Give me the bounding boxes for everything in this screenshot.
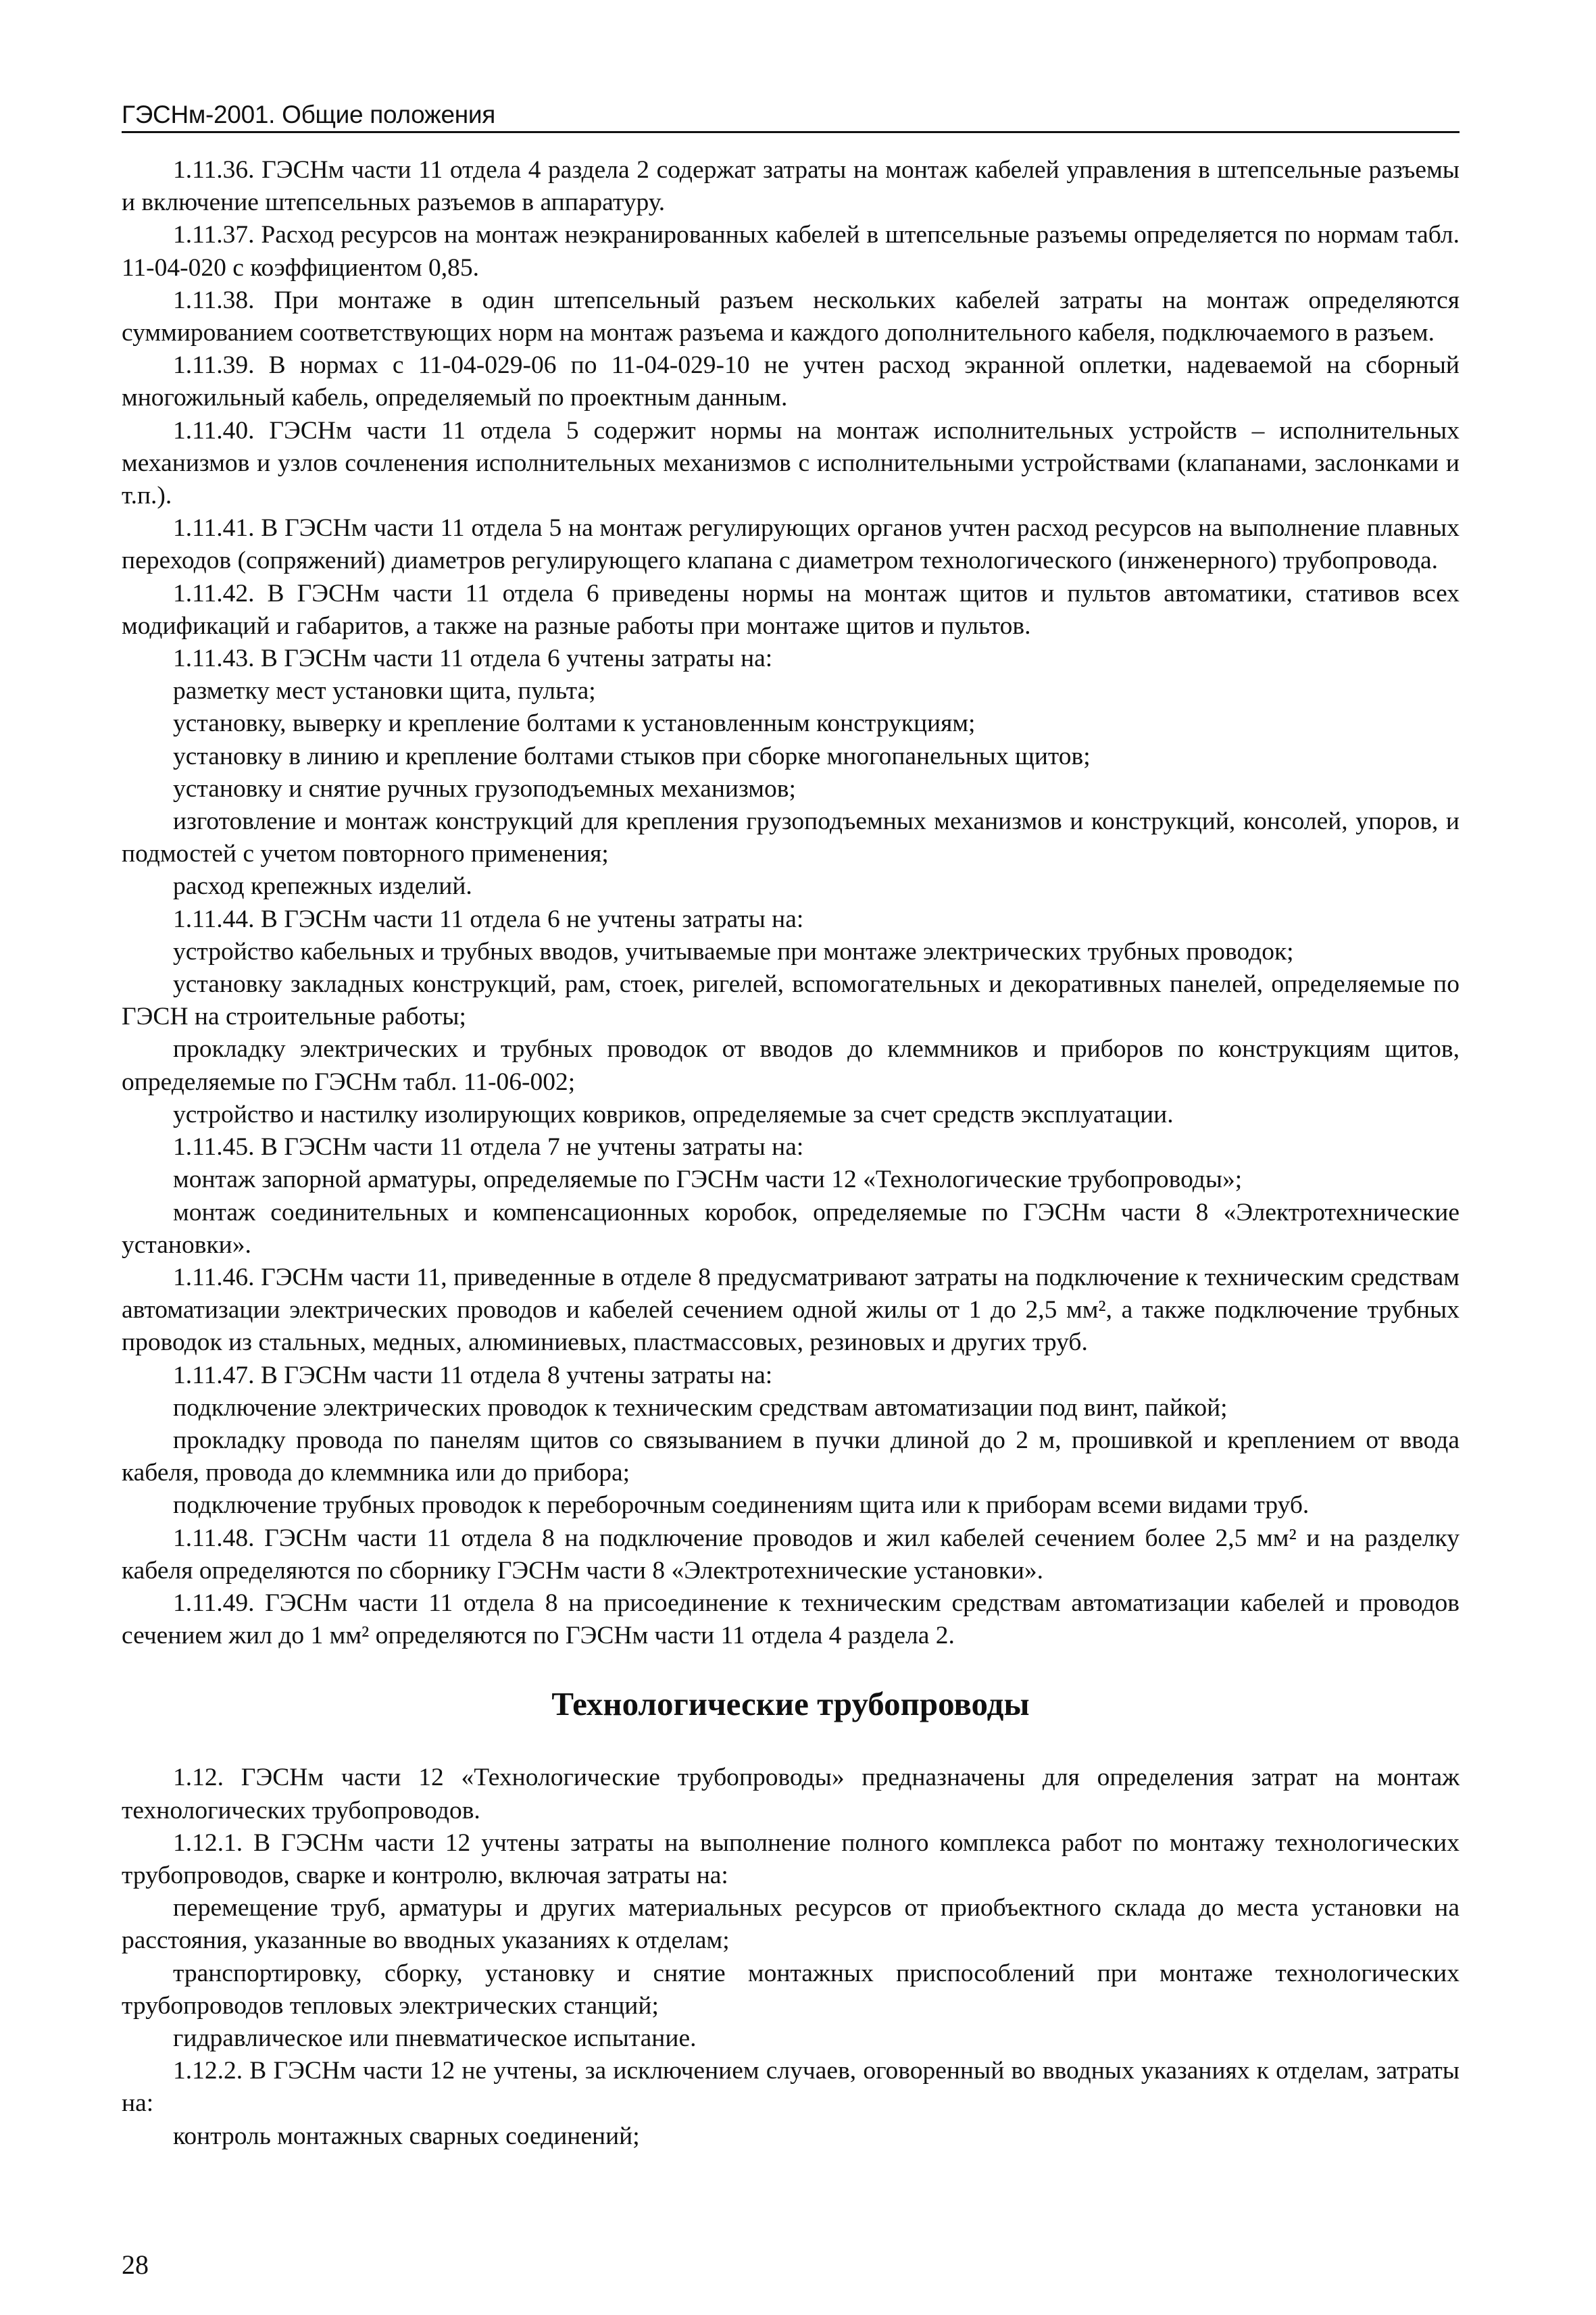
paragraph: 1.11.40. ГЭСНм части 11 отдела 5 содержит нормы на монтаж исполнительных устройств – исполнительных механизмов и узлов сочленения исполнительных механизмов с исполнительными устройствами (клапанами, заслонками и т.п.). bbox=[122, 416, 1460, 510]
paragraph: монтаж соединительных и компенсационных коробок, определяемые по ГЭСНм части 8 «Электротехнические установки». bbox=[122, 1198, 1460, 1259]
paragraph: транспортировку, сборку, установку и снятие монтажных приспособлений при монтаже технологических трубопроводов тепловых электрических станций; bbox=[122, 1959, 1460, 2020]
paragraph: 1.11.39. В нормах с 11-04-029-06 по 11-04-029-10 не учтен расход экранной оплетки, надеваемой на сборный многожильный кабель, определяемый по проектным данным. bbox=[122, 351, 1460, 412]
paragraph: установку в линию и крепление болтами стыков при сборке многопанельных щитов; bbox=[173, 742, 1091, 770]
paragraph: 1.11.49. ГЭСНм части 11 отдела 8 на присоединение к техническим средствам автоматизации кабелей и проводов сечением жил до 1 мм² определяются по ГЭСНм части 11 отдела 4 раздела 2. bbox=[122, 1589, 1460, 1650]
paragraph: 1.11.46. ГЭСНм части 11, приведенные в отделе 8 предусматривают затраты на подключение к техническим средствам автоматизации электрических проводов и кабелей сечением одной жилы от 1 до 2,5 мм², а также подключение трубных проводок из стальных, медных, алюминиевых, пластмассовых, резиновых и других труб. bbox=[122, 1263, 1460, 1357]
paragraph: 1.11.42. В ГЭСНм части 11 отдела 6 приведены нормы на монтаж щитов и пультов автоматики, стативов всех модификаций и габаритов, а также на разные работы при монтаже щитов и пультов. bbox=[122, 579, 1460, 640]
paragraph: подключение трубных проводок к переборочным соединениям щита или к приборам всеми видами труб. bbox=[173, 1491, 1310, 1520]
paragraph: 1.11.41. В ГЭСНм части 11 отдела 5 на монтаж регулирующих органов учтен расход ресурсов на выполнение плавных переходов (сопряжений) диаметров регулирующего клапана с диаметром технологического (инженерного) трубопровода. bbox=[122, 514, 1460, 575]
paragraph: подключение электрических проводок к техническим средствам автоматизации под винт, пайкой; bbox=[173, 1393, 1228, 1422]
paragraph: 1.12. ГЭСНм части 12 «Технологические трубопроводы» предназначены для определения затрат на монтаж технологических трубопроводов. bbox=[122, 1764, 1460, 1824]
paragraph: контроль монтажных сварных соединений; bbox=[173, 2122, 640, 2150]
section-heading: Технологические трубопроводы bbox=[551, 1685, 1030, 1723]
paragraph: 1.11.44. В ГЭСНм части 11 отдела 6 не учтены затраты на: bbox=[173, 905, 804, 933]
header-title: ГЭСНм-2001. Общие положения bbox=[122, 101, 495, 128]
paragraph: 1.11.38. При монтаже в один штепсельный разъем нескольких кабелей затраты на монтаж определяются суммированием соответствующих норм на монтаж разъема и каждого дополнительного кабеля, подключаемого в разъем. bbox=[122, 286, 1460, 347]
paragraph: 1.11.43. В ГЭСНм части 11 отдела 6 учтены затраты на: bbox=[173, 645, 773, 673]
paragraph: 1.11.36. ГЭСНм части 11 отдела 4 раздела 2 содержат затраты на монтаж кабелей управления в штепсельные разъемы и включение штепсельных разъемов в аппаратуру. bbox=[122, 156, 1460, 217]
paragraph: установку и снятие ручных грузоподъемных механизмов; bbox=[173, 774, 796, 803]
paragraph: 1.11.48. ГЭСНм части 11 отдела 8 на подключение проводов и жил кабелей сечением более 2,5 мм² и на разделку кабеля определяются по сборнику ГЭСНм части 8 «Электротехнические установки». bbox=[122, 1524, 1460, 1585]
document-body bbox=[122, 154, 1460, 2153]
paragraph: устройство и настилку изолирующих ковриков, определяемые за счет средств эксплуатации. bbox=[173, 1100, 1174, 1128]
paragraph: установку закладных конструкций, рам, стоек, ригелей, вспомогательных и декоративных панелей, определяемые по ГЭСН на строительные работы; bbox=[122, 970, 1460, 1031]
paragraph: гидравлическое или пневматическое испытание. bbox=[173, 2024, 697, 2052]
paragraph: перемещение труб, арматуры и других материальных ресурсов от приобъектного склада до места установки на расстояния, указанные во вводных указаниях к отделам; bbox=[122, 1894, 1460, 1955]
paragraph: прокладку электрических и трубных проводок от вводов до клеммников и приборов по конструкциям щитов, определяемые по ГЭСНм табл. 11-06-002; bbox=[122, 1035, 1460, 1096]
paragraph: устройство кабельных и трубных вводов, учитываемые при монтаже электрических трубных проводок; bbox=[173, 937, 1294, 966]
paragraph: прокладку провода по панелям щитов со связыванием в пучки длиной до 2 м, прошивкой и креплением от ввода кабеля, провода до клеммника или до прибора; bbox=[122, 1426, 1460, 1487]
paragraph: 1.12.2. В ГЭСНм части 12 не учтены, за исключением случаев, оговоренный во вводных указаниях к отделам, затраты на: bbox=[122, 2057, 1460, 2118]
paragraph: изготовление и монтаж конструкций для крепления грузоподъемных механизмов и конструкций, консолей, упоров, и подмостей с учетом повторного применения; bbox=[122, 807, 1460, 868]
running-header bbox=[122, 100, 1460, 133]
page-number: 28 bbox=[122, 2249, 149, 2280]
paragraph: 1.12.1. В ГЭСНм части 12 учтены затраты на выполнение полного комплекса работ по монтажу технологических трубопроводов, сварке и контролю, включая затраты на: bbox=[122, 1828, 1460, 1889]
paragraph: монтаж запорной арматуры, определяемые по ГЭСНм части 12 «Технологические трубопроводы»; bbox=[173, 1166, 1243, 1194]
paragraph: разметку мест установки щита, пульта; bbox=[173, 677, 596, 705]
paragraph: 1.11.47. В ГЭСНм части 11 отдела 8 учтены затраты на: bbox=[173, 1361, 773, 1389]
paragraph: 1.11.37. Расход ресурсов на монтаж неэкранированных кабелей в штепсельные разъемы определяется по нормам табл. 11-04-020 с коэффициентом 0,85. bbox=[122, 221, 1460, 282]
paragraph: расход крепежных изделий. bbox=[173, 872, 472, 901]
paragraph: 1.11.45. В ГЭСНм части 11 отдела 7 не учтены затраты на: bbox=[173, 1133, 804, 1162]
paragraph: установку, выверку и крепление болтами к установленным конструкциям; bbox=[173, 710, 976, 738]
